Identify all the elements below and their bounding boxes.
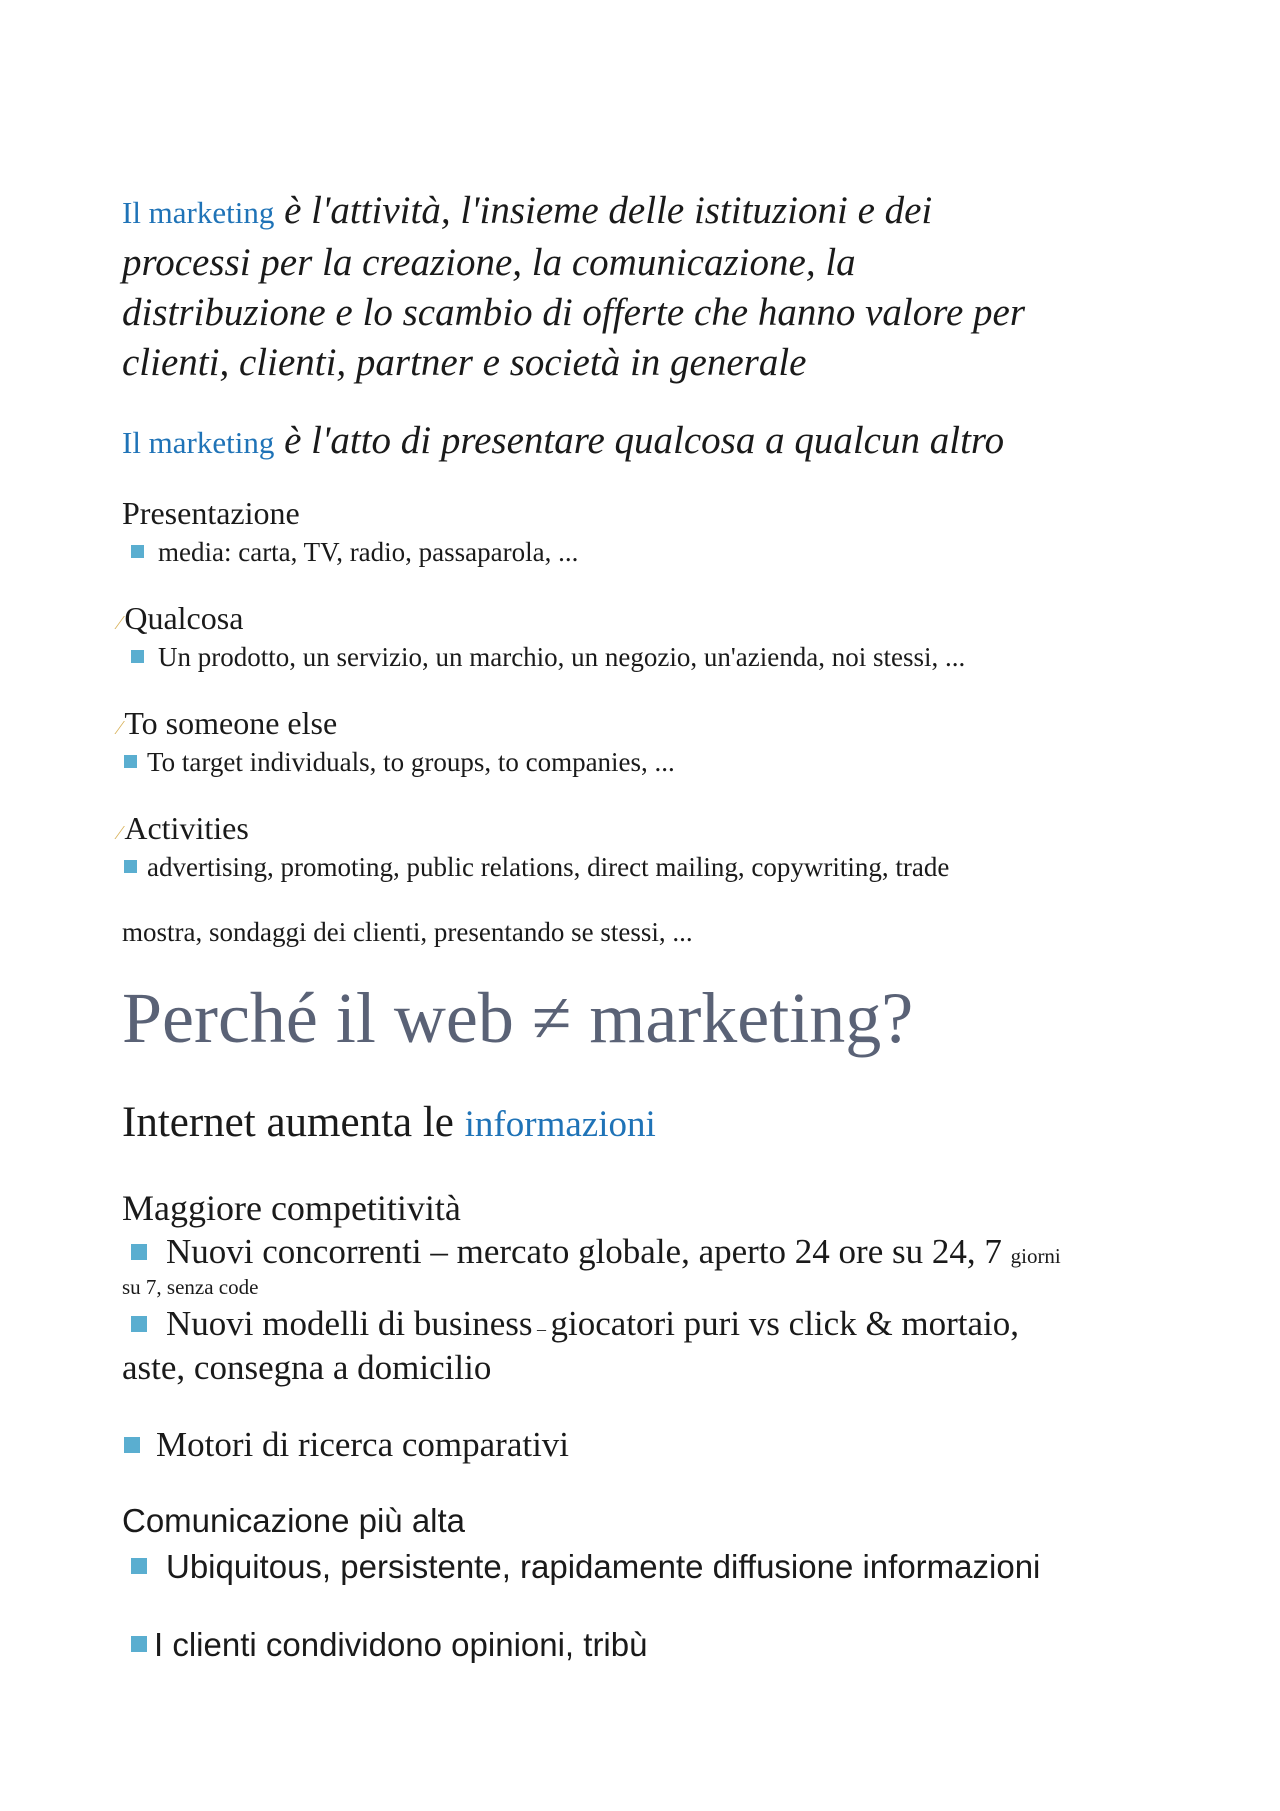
list-item-continuation: mostra, sondaggi dei clienti, presentando se stessi, ... (122, 917, 693, 947)
list-item: Nuovi concorrenti – mercato globale, aperto 24 ore su 24, 7 giorni (131, 1232, 1061, 1272)
square-bullet-icon (124, 755, 137, 768)
square-bullet-icon (131, 650, 144, 663)
square-bullet-icon (124, 1437, 140, 1453)
list-item: media: carta, TV, radio, passaparola, ... (131, 537, 578, 568)
slash-marker-icon: ⁄ (118, 612, 122, 634)
list-item: Un prodotto, un servizio, un marchio, un negozio, un'azienda, noi stessi, ... (131, 642, 965, 673)
page-title: Perché il web ≠ marketing? (122, 978, 914, 1058)
square-bullet-icon (131, 1558, 147, 1574)
list-item-continuation: su 7, senza code (122, 1275, 259, 1299)
heading-activities: ⁄Activities (118, 810, 249, 846)
list-item: Nuovi modelli di business – giocatori puri vs click & mortaio, (131, 1304, 1019, 1344)
definition-1-line-1: Il marketing è l'attività, l'insieme delle istituzioni e dei (122, 189, 933, 232)
subtitle: Internet aumenta le informazioni (122, 1099, 656, 1146)
heading-qualcosa: ⁄Qualcosa (118, 600, 244, 636)
definition-1-line-4: clienti, clienti, partner e società in generale (122, 341, 807, 384)
informazioni-link[interactable]: informazioni (464, 1104, 656, 1145)
square-bullet-icon (131, 545, 144, 558)
square-bullet-icon (124, 860, 137, 873)
term-link[interactable]: Il marketing (122, 425, 275, 460)
definition-1 (122, 186, 1025, 388)
definition-1-line-2: processi per la creazione, la comunicazione, la (122, 241, 856, 284)
heading-someone-else: ⁄To someone else (118, 705, 338, 741)
heading-competitivita: Maggiore competitività (122, 1188, 461, 1228)
square-bullet-icon (131, 1636, 147, 1652)
list-item-continuation: aste, consegna a domicilio (122, 1348, 492, 1387)
definition-1-line-3: distribuzione e lo scambio di offerte che hanno valore per (122, 291, 1025, 334)
heading-presentazione: Presentazione (122, 495, 300, 531)
list-item: Ubiquitous, persistente, rapidamente diffusione informazioni (131, 1548, 1040, 1586)
heading-comunicazione: Comunicazione più alta (122, 1502, 466, 1539)
list-item: advertising, promoting, public relations, direct mailing, copywriting, trade (124, 852, 949, 883)
list-item: Motori di ricerca comparativi (124, 1425, 569, 1465)
term-link[interactable]: Il marketing (122, 195, 275, 230)
list-item: To target individuals, to groups, to companies, ... (124, 747, 675, 778)
slash-marker-icon: ⁄ (118, 822, 122, 844)
square-bullet-icon (131, 1316, 147, 1332)
square-bullet-icon (131, 1244, 147, 1260)
definition-2: Il marketing è l'atto di presentare qualcosa a qualcun altro (122, 419, 1005, 462)
slash-marker-icon: ⁄ (118, 717, 122, 739)
list-item: I clienti condividono opinioni, tribù (131, 1626, 647, 1664)
